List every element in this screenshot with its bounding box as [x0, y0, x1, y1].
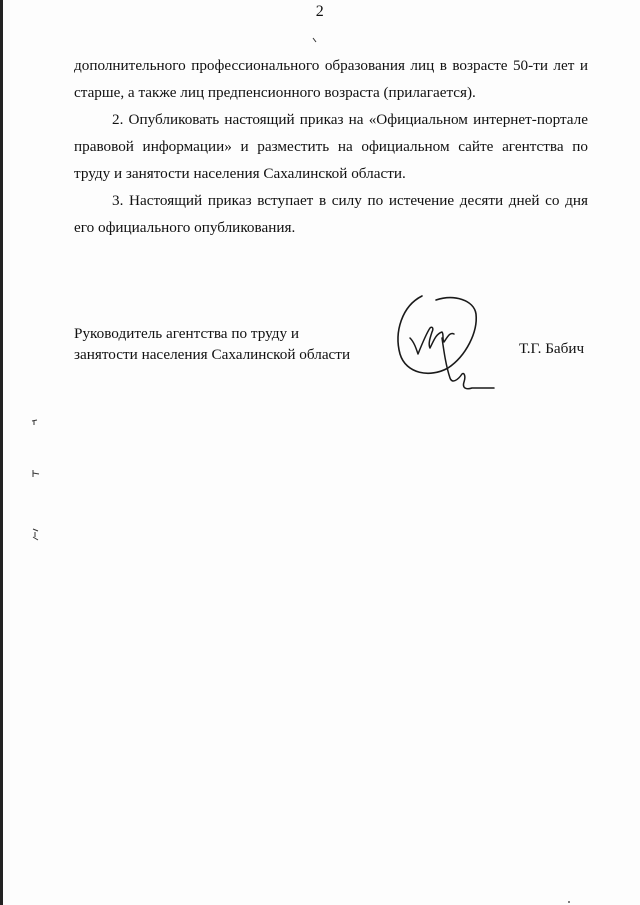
scan-artifact-mark: [30, 418, 40, 428]
scan-artifact-mark: [30, 468, 42, 480]
scan-artifact-mark: [30, 527, 42, 543]
paragraph-continuation: дополнительного профессионального образования лиц в возрасте 50-ти лет и старше, а также лиц предпенсионного возраста (прилагается).: [74, 57, 588, 101]
signatory-position: [74, 323, 374, 365]
document-body: [74, 52, 588, 241]
paragraph-item-2: 2. Опубликовать настоящий приказ на «Официальном интернет-портале правовой информации» и разместить на официальном сайте агентства по труду и занятости населения Сахалинской области.: [74, 111, 588, 182]
signatory-position-line-1: Руководитель агентства по труду и: [74, 325, 299, 342]
scan-left-edge: [0, 0, 3, 905]
scan-artifact-mark: [311, 36, 319, 44]
paragraph-item-3: 3. Настоящий приказ вступает в силу по истечение десяти дней со дня его официального опубликования.: [74, 192, 588, 236]
page-number: 2: [315, 3, 325, 20]
handwritten-signature: [392, 292, 504, 402]
scan-artifact-mark: [566, 900, 572, 904]
signatory-position-line-2: занятости населения Сахалинской области: [74, 346, 351, 363]
signatory-name: Т.Г. Бабич: [519, 340, 585, 357]
